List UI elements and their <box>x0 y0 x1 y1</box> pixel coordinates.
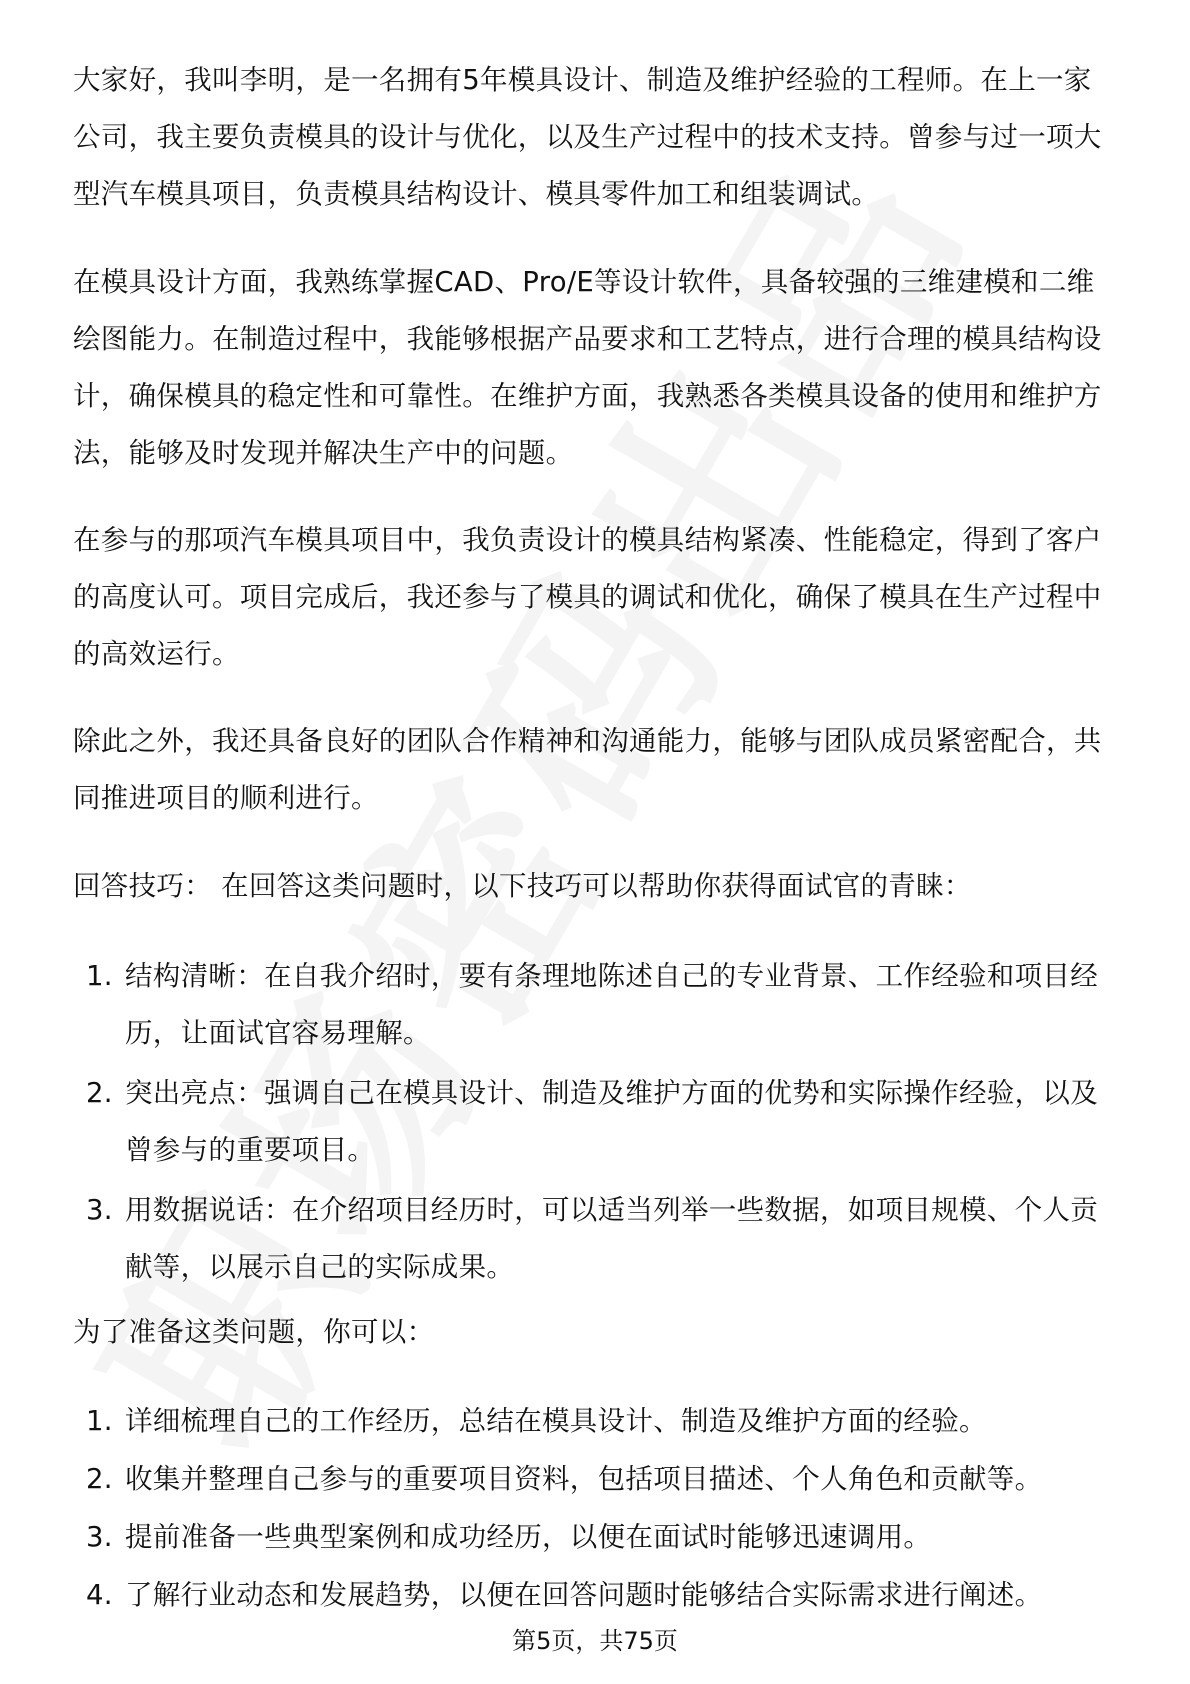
list-text: 提前准备一些典型案例和成功经历，以便在面试时能够迅速调用。 <box>125 1521 932 1553</box>
list-item <box>73 1451 1118 1508</box>
list-text: 详细梳理自己的工作经历，总结在模具设计、制造及维护方面的经验。 <box>125 1405 987 1437</box>
prep-list <box>73 1393 1118 1625</box>
list-text: 了解行业动态和发展趋势，以便在回答问题时能够结合实际需求进行阐述。 <box>125 1579 1043 1611</box>
teamwork-paragraph: 除此之外，我还具备良好的团队合作精神和沟通能力，能够与团队成员紧密配合，共同推进项目的顺利进行。 <box>73 725 1102 814</box>
list-item <box>73 1065 1118 1179</box>
list-item <box>73 1182 1118 1296</box>
list-number: 2. <box>86 1077 113 1109</box>
list-number: 1. <box>86 960 113 992</box>
list-item <box>73 1509 1118 1566</box>
tips-heading: 回答技巧： 在回答这类问题时，以下技巧可以帮助你获得面试官的青睐： <box>73 870 972 902</box>
list-number: 2. <box>86 1463 113 1495</box>
list-item <box>73 1567 1118 1624</box>
list-text: 用数据说话：在介绍项目经历时，可以适当列举一些数据，如项目规模、个人贡献等，以展示自己的实际成果。 <box>125 1194 1098 1283</box>
list-number: 1. <box>86 1405 113 1437</box>
list-item <box>73 948 1118 1062</box>
list-text: 收集并整理自己参与的重要项目资料，包括项目描述、个人角色和贡献等。 <box>125 1463 1043 1495</box>
design-skills-paragraph: 在模具设计方面，我熟练掌握CAD、Pro/E等设计软件，具备较强的三维建模和二维绘图能力。在制造过程中，我能够根据产品要求和工艺特点，进行合理的模具结构设计，确保模具的稳定性和可靠性。在维护方面，我熟悉各类模具设备的使用和维护方法，能够及时发现并解决生产中的问题。 <box>73 266 1102 469</box>
project-paragraph: 在参与的那项汽车模具项目中，我负责设计的模具结构紧凑、性能稳定，得到了客户的高度认可。项目完成后，我还参与了模具的调试和优化，确保了模具在生产过程中的高效运行。 <box>73 524 1102 670</box>
page-number: 第5页，共75页 <box>512 1627 678 1655</box>
tips-list <box>73 948 1118 1299</box>
list-text: 突出亮点：强调自己在模具设计、制造及维护方面的优势和实际操作经验，以及曾参与的重要项目。 <box>125 1077 1098 1166</box>
list-text: 结构清晰：在自我介绍时，要有条理地陈述自己的专业背景、工作经验和项目经历，让面试官容易理解。 <box>125 960 1098 1049</box>
list-item <box>73 1393 1118 1450</box>
intro-paragraph: 大家好，我叫李明，是一名拥有5年模具设计、制造及维护经验的工程师。在上一家公司，我主要负责模具的设计与优化，以及生产过程中的技术支持。曾参与过一项大型汽车模具项目，负责模具结构设计、模具零件加工和组装调试。 <box>73 64 1102 210</box>
list-number: 3. <box>86 1194 113 1226</box>
list-number: 3. <box>86 1521 113 1553</box>
prep-heading: 为了准备这类问题，你可以： <box>73 1316 435 1348</box>
list-number: 4. <box>86 1579 113 1611</box>
